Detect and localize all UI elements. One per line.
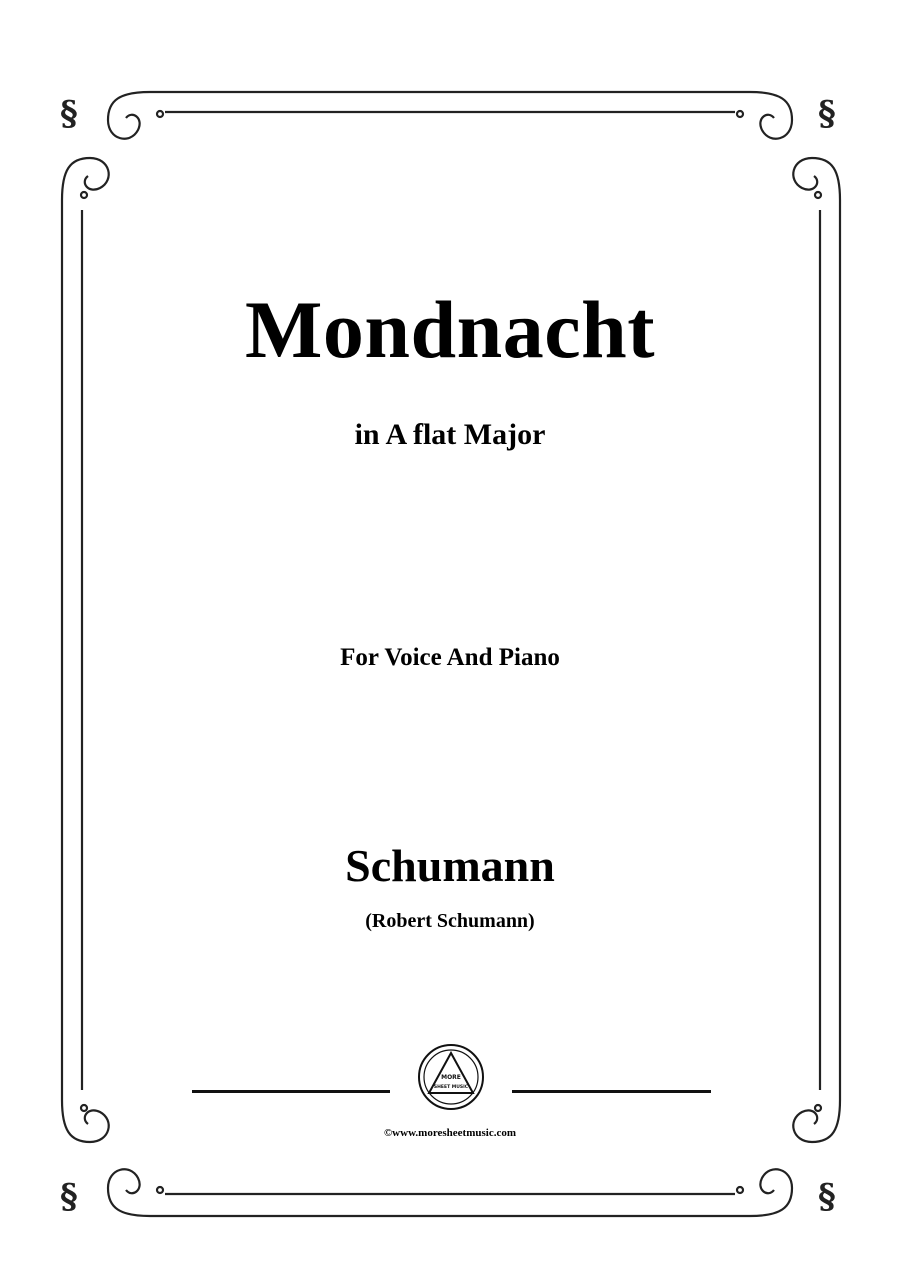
corner-ornament-bottom-right: § [818,1177,836,1217]
svg-text:MORE: MORE [441,1074,461,1081]
svg-text:SHEET MUSIC: SHEET MUSIC [433,1085,469,1090]
corner-ornament-bottom-left: § [60,1177,78,1217]
publisher-logo [417,1043,485,1111]
divider-right [512,1090,711,1093]
key-signature-label: in A flat Major [354,418,546,451]
instrumentation-label: For Voice And Piano [340,644,560,671]
divider-left [192,1090,390,1093]
score-title: Mondnacht [244,284,655,375]
corner-ornament-top-right: § [818,94,836,134]
corner-ornament-top-left: § [60,94,78,134]
copyright-notice: ©www.moresheetmusic.com [383,1127,517,1139]
composer-full-name: (Robert Schumann) [365,910,535,932]
composer-name: Schumann [345,840,555,891]
